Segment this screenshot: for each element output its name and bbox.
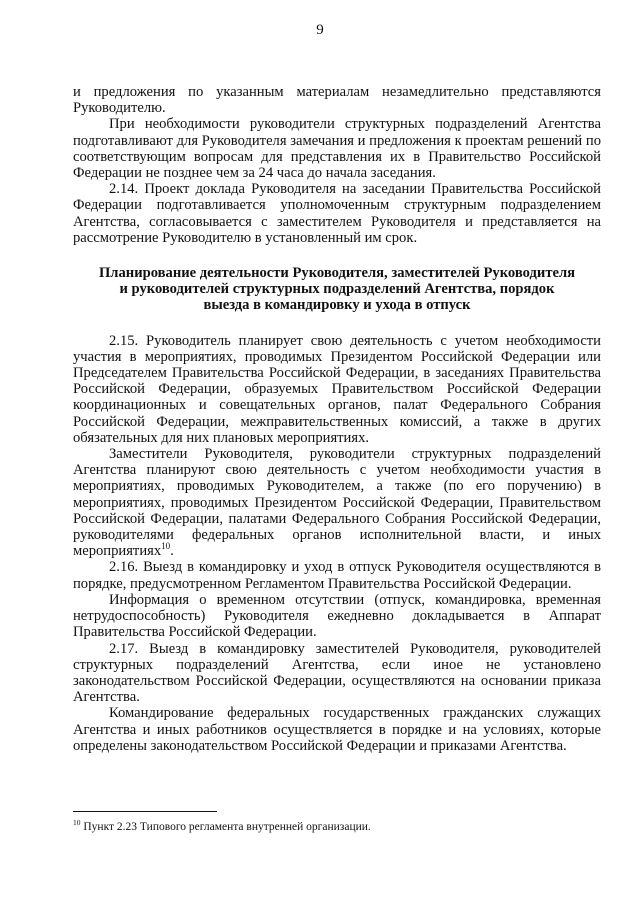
- paragraph-secondment: Командирование федеральных государственных гражданских служащих Агентства и иных работников осуществляется в порядке и на условиях, которые определены законодательством Российской Федерации и приказами Агентства.: [73, 705, 601, 754]
- paragraph-2-17: 2.17. Выезд в командировку заместителей Руководителя, руководителей структурных подразделений Агентства, если иное не установлено законодательством Российской Федерации, осуществляются на основании приказа Агентства.: [73, 640, 601, 706]
- paragraph-remarks: При необходимости руководители структурных подразделений Агентства подготавливают для Руководителя замечания и предложения к проектам решений по соответствующим вопросам для представления их в Правительство Российской Федерации не позднее чем за 24 часа до начала заседания.: [73, 116, 601, 182]
- paragraph-deputies-end: .: [170, 543, 174, 560]
- paragraph-2-14: 2.14. Проект доклада Руководителя на заседании Правительства Российской Федерации подготавливается уполномоченным структурным подразделением Агентства, согласовывается с заместителем Руководителя и представляется на рассмотрение Руководителю в установленный им срок.: [73, 181, 601, 246]
- footnote: [73, 818, 601, 834]
- page-body: [73, 84, 601, 754]
- paragraph-2-15: 2.15. Руководитель планирует свою деятельность с учетом необходимости участия в мероприятиях, проводимых Президентом Российской Федерации или Председателем Правительства Российской Федерации, в заседаниях Правительства Российской Федерации, образуемых Правительством Российской Федерации координационных и совещательных органов, палат Федерального Собрания Российской Федерации, межправительственных комиссий, а также в других обязательных для них плановых мероприятиях.: [73, 332, 601, 446]
- footnote-mark: 10: [73, 818, 81, 828]
- section-heading-line-2: и руководителей структурных подразделений Агентства, порядок: [119, 281, 555, 298]
- paragraph-absence: Информация о временном отсутствии (отпуск, командировка, временная нетрудоспособность) Руководителя ежедневно докладывается в Аппарат Правительства Российской Федерации.: [73, 591, 601, 641]
- footnote-reference: 10: [161, 541, 171, 552]
- paragraph-deputies-text: Заместители Руководителя, руководители структурных подразделений Агентства планируют свою деятельность с учетом необходимости участия в мероприятиях, проводимых Руководителем, а также (по его поручению) в мероприятиях, проводимых Президентом Российской Федерации, Правительством Российской Федерации, палатами Федерального Собрания Российской Федерации, руководителями федеральных органов исполнительной власти, и иных мероприятиях: [73, 446, 601, 560]
- footnote-separator: [73, 811, 217, 812]
- section-heading: [73, 265, 601, 314]
- page-number: 9: [316, 22, 324, 38]
- section-heading-line-3: выезда в командировку и ухода в отпуск: [203, 297, 471, 314]
- footnote-text: Пункт 2.23 Типового регламента внутренней организации.: [80, 821, 371, 833]
- paragraph-deputies: [73, 446, 601, 559]
- paragraph-2-16: 2.16. Выезд в командировку и уход в отпуск Руководителя осуществляются в порядке, предусмотренном Регламентом Правительства Российской Федерации.: [73, 559, 601, 592]
- paragraph-continuation: и предложения по указанным материалам незамедлительно представляются Руководителю.: [73, 84, 601, 117]
- section-heading-line-1: Планирование деятельности Руководителя, заместителей Руководителя: [98, 265, 576, 282]
